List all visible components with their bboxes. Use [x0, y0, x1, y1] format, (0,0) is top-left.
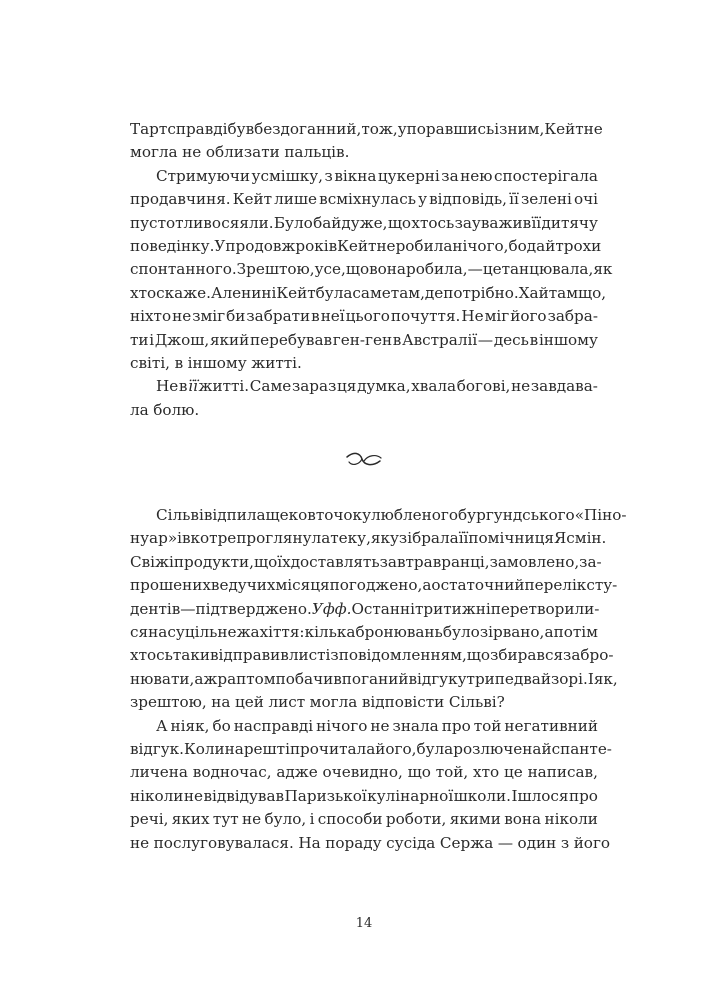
- word: не: [182, 143, 202, 162]
- word: забра-: [547, 307, 598, 326]
- word: тож,: [361, 120, 398, 138]
- text-line: [130, 352, 598, 375]
- word: могла: [309, 693, 358, 712]
- word: на: [211, 693, 231, 712]
- word: болю.: [153, 400, 200, 419]
- text-line: [130, 188, 598, 211]
- word: три: [414, 599, 444, 618]
- word: таки: [172, 646, 210, 665]
- word: трохи: [555, 236, 602, 255]
- word: прочитала: [289, 739, 376, 758]
- word: повідомленням,: [338, 646, 467, 665]
- word: не: [583, 120, 603, 138]
- word: не: [511, 377, 531, 396]
- word: їх: [277, 552, 291, 571]
- text-line: [130, 761, 598, 784]
- word: її: [509, 190, 519, 209]
- word: Австралії: [402, 330, 478, 349]
- word: збирався: [490, 646, 564, 665]
- word: і: [149, 330, 155, 349]
- word: зміг: [192, 307, 226, 326]
- word: цей: [235, 693, 264, 712]
- word: світі,: [130, 353, 171, 372]
- word: помічниця: [468, 529, 554, 548]
- word: ніколи: [544, 810, 598, 829]
- word: Тарт: [130, 120, 168, 138]
- word: дентів: [130, 599, 181, 618]
- word: неї: [320, 307, 345, 326]
- word: не: [376, 236, 396, 255]
- word: —: [477, 330, 494, 349]
- word: способи: [317, 810, 383, 829]
- word: перелік: [524, 576, 587, 595]
- word: бездоганний,: [254, 120, 362, 138]
- word: завтра: [379, 552, 433, 571]
- word: проглянула: [236, 529, 331, 548]
- word: Свіжі: [130, 552, 174, 571]
- word: у: [418, 190, 428, 209]
- word: відвідував: [203, 786, 285, 805]
- word: доставлять: [290, 552, 380, 571]
- word: насправді: [233, 716, 314, 735]
- word: цукерні: [377, 166, 440, 185]
- word: зауважив: [454, 213, 532, 232]
- word: тут: [212, 810, 239, 829]
- word: вона: [369, 260, 406, 279]
- word: нею: [460, 166, 493, 185]
- word: Паризької: [284, 786, 367, 805]
- word: хто: [130, 283, 157, 302]
- word: очевидно,: [322, 763, 403, 782]
- word: пальців.: [284, 143, 350, 162]
- word: ся: [130, 623, 149, 642]
- word: ним,: [507, 120, 545, 138]
- text-line: [130, 258, 613, 281]
- word: а: [422, 576, 432, 595]
- word: вікна: [334, 166, 377, 185]
- word: бодай: [508, 236, 556, 255]
- word: цього: [345, 307, 390, 326]
- word: міг: [484, 307, 510, 326]
- word: всміхнулась: [319, 190, 416, 209]
- section-break: [130, 438, 598, 482]
- word: потім: [553, 623, 598, 642]
- word: нині: [241, 283, 277, 302]
- word: лист: [288, 646, 326, 665]
- word: Кейт: [337, 236, 377, 255]
- word: десь: [493, 330, 529, 349]
- word: не: [183, 786, 203, 805]
- word: теку,: [330, 529, 371, 548]
- word: перебував: [250, 330, 333, 349]
- page-number: 14: [355, 916, 373, 931]
- word: зелені: [520, 190, 572, 209]
- word: як: [593, 260, 613, 279]
- word: років: [295, 236, 338, 255]
- word: знала: [392, 716, 439, 735]
- word: думка,: [357, 377, 411, 396]
- word: поганий: [341, 669, 409, 688]
- word: що: [253, 552, 278, 571]
- word: той,: [435, 763, 469, 782]
- text-line: [130, 715, 598, 738]
- word: Не: [156, 377, 179, 396]
- word: нічого,: [452, 236, 509, 255]
- word: хтось: [130, 646, 173, 665]
- word: було: [442, 623, 480, 642]
- word: зараз: [291, 377, 337, 396]
- word: житті.: [251, 353, 302, 372]
- word: негативний: [504, 716, 598, 735]
- word: з: [324, 166, 333, 185]
- word: раптом: [217, 669, 276, 688]
- word: що: [466, 646, 491, 665]
- word: упоравшись: [397, 120, 495, 138]
- word: усмішку,: [251, 166, 324, 185]
- word: що: [407, 763, 431, 782]
- word: що: [345, 260, 370, 279]
- word: на: [148, 623, 168, 642]
- word: —: [467, 260, 483, 279]
- word: нуар»: [130, 529, 178, 548]
- word: відпила: [203, 506, 266, 525]
- word: її: [531, 213, 542, 232]
- text-line: [130, 598, 598, 621]
- page-body: [130, 118, 627, 855]
- text-line: [130, 329, 598, 352]
- word: це: [482, 260, 502, 279]
- word: трипедвайзорі.: [466, 669, 588, 688]
- word: було,: [264, 810, 307, 829]
- text-line: [130, 282, 607, 305]
- word: яких: [171, 810, 210, 829]
- word: той: [473, 716, 502, 735]
- word: спанте-: [551, 739, 612, 758]
- word: остаточний: [431, 576, 525, 595]
- word: із: [494, 120, 508, 138]
- word: водночас,: [192, 763, 272, 782]
- word: в: [529, 330, 539, 349]
- word: це: [503, 763, 523, 782]
- word: про: [441, 716, 471, 735]
- word: Кейт: [276, 283, 316, 302]
- word: спостерігала: [493, 166, 598, 185]
- word: іншому: [187, 353, 247, 372]
- word: очі: [573, 190, 598, 209]
- word: жахіття:: [236, 623, 305, 642]
- word: хвала: [411, 377, 457, 396]
- text-line: [130, 738, 612, 761]
- text-line: [130, 141, 598, 164]
- word: не: [130, 833, 150, 852]
- paragraph: [130, 504, 627, 715]
- word: хто: [473, 763, 500, 782]
- word: нювати,: [130, 669, 195, 688]
- word: як,: [593, 669, 618, 688]
- word: була: [416, 739, 454, 758]
- word: за-: [579, 552, 602, 571]
- word: А: [156, 716, 168, 735]
- word: ніяк,: [170, 716, 210, 735]
- word: зібрала: [398, 529, 459, 548]
- word: Джош,: [154, 330, 210, 349]
- word: аж: [194, 669, 218, 688]
- word: прошених: [130, 576, 211, 595]
- word: суцільне: [167, 623, 237, 642]
- text-line: [130, 691, 598, 714]
- paragraph: [130, 165, 613, 376]
- word: поведінку.: [130, 236, 215, 255]
- word: там,: [390, 283, 425, 302]
- word: нарешті: [224, 739, 290, 758]
- word: і: [177, 529, 182, 548]
- text-line: [130, 644, 614, 667]
- word: Але: [210, 283, 242, 302]
- word: перетворили-: [490, 599, 600, 618]
- text-line: [130, 399, 598, 422]
- word: що: [387, 213, 412, 232]
- word: вона: [504, 810, 542, 829]
- word: кулінарної: [367, 786, 454, 805]
- word: хтось: [411, 213, 455, 232]
- word: Кейт: [232, 190, 273, 209]
- word: адже: [276, 763, 318, 782]
- word: дитячу: [541, 213, 598, 232]
- word: І: [587, 669, 594, 688]
- word: —: [497, 833, 513, 852]
- word: а: [544, 623, 554, 642]
- word: зрештою,: [130, 693, 207, 712]
- word: забро-: [563, 646, 614, 665]
- flourish-ornament-icon: [344, 449, 384, 471]
- word: який: [209, 330, 250, 349]
- word: його: [573, 833, 611, 852]
- word: Коли: [183, 739, 225, 758]
- word: богові,: [456, 377, 511, 396]
- word: продавчиня.: [130, 190, 231, 209]
- word: Кейт: [544, 120, 584, 138]
- text-line: [130, 785, 598, 808]
- paragraph: [130, 715, 612, 855]
- word: Не: [461, 307, 484, 326]
- word: в: [392, 330, 402, 349]
- word: ще: [265, 506, 289, 525]
- word: там: [548, 283, 579, 302]
- word: якими: [449, 810, 501, 829]
- word: усе,: [314, 260, 346, 279]
- word: відгук.: [130, 739, 184, 758]
- word: бургундського: [458, 506, 575, 525]
- word: Сержа: [439, 833, 494, 852]
- word: про: [568, 786, 598, 805]
- word: пустотливо: [130, 213, 221, 232]
- word: і: [309, 810, 315, 829]
- word: ковточок: [288, 506, 363, 525]
- word: лише: [274, 190, 318, 209]
- text-block-before-break: [130, 118, 613, 422]
- paragraph: [130, 118, 603, 165]
- word: ген-ген: [332, 330, 393, 349]
- word: підтверджено.: [195, 599, 312, 618]
- word: тижні: [443, 599, 491, 618]
- word: робила: [395, 236, 453, 255]
- word: Ясмін.: [553, 529, 607, 548]
- word: послуговувалася.: [153, 833, 294, 852]
- word: місяця: [275, 576, 330, 595]
- word: Стримуючи: [156, 166, 251, 185]
- word: бо: [212, 716, 231, 735]
- text-line: [130, 668, 618, 691]
- word: бронювань: [355, 623, 443, 642]
- word: сусіда: [386, 833, 436, 852]
- word: його: [510, 307, 547, 326]
- word: Було: [273, 213, 313, 232]
- word: школи.: [453, 786, 512, 805]
- word: потрібно.: [443, 283, 519, 302]
- text-line: [130, 808, 598, 831]
- text-line: [130, 305, 598, 328]
- word: з: [560, 833, 570, 852]
- text-block-after-break: [130, 504, 627, 855]
- word: ніхто: [130, 307, 172, 326]
- word: була: [315, 283, 353, 302]
- word: би: [226, 307, 246, 326]
- word: її: [458, 529, 469, 548]
- text-line: [130, 832, 611, 855]
- word: продукти,: [173, 552, 254, 571]
- word: роботи,: [385, 810, 447, 829]
- word: робила,: [405, 260, 468, 279]
- word: забрати: [246, 307, 311, 326]
- word: Саме: [249, 377, 292, 396]
- word: спонтанного.: [130, 260, 237, 279]
- word: саме: [352, 283, 391, 302]
- text-line: [130, 574, 618, 597]
- word: танцювала,: [501, 260, 594, 279]
- word: могла: [130, 143, 178, 162]
- word: відправив: [209, 646, 289, 665]
- text-line: [130, 165, 598, 188]
- word: облизати: [205, 143, 280, 162]
- word: справді: [167, 120, 228, 138]
- paragraph: [130, 375, 598, 422]
- word: Ішлося: [511, 786, 569, 805]
- word: яку: [370, 529, 399, 548]
- word: іншому: [538, 330, 598, 349]
- text-line: [130, 504, 627, 527]
- word: кілька: [304, 623, 356, 642]
- word: ла: [130, 400, 149, 419]
- word: Уфф.: [311, 599, 352, 618]
- word: не: [242, 810, 262, 829]
- word: ця: [337, 377, 357, 396]
- word: зірвано,: [479, 623, 545, 642]
- word: де: [424, 283, 444, 302]
- word: відгук: [408, 669, 458, 688]
- word: —: [180, 599, 196, 618]
- text-line: [130, 375, 598, 398]
- word: ніколи: [130, 786, 184, 805]
- word: сту-: [586, 576, 618, 595]
- word: личена: [130, 763, 188, 782]
- text-line: [130, 551, 602, 574]
- word: не: [370, 716, 390, 735]
- word: байдуже,: [313, 213, 388, 232]
- word: в: [174, 353, 184, 372]
- word: написав,: [527, 763, 598, 782]
- word: пораду: [325, 833, 382, 852]
- word: побачив: [275, 669, 342, 688]
- word: скаже.: [156, 283, 211, 302]
- text-line: [130, 527, 607, 550]
- word: речі,: [130, 810, 169, 829]
- word: погоджено,: [329, 576, 423, 595]
- word: «Піно-: [574, 506, 627, 525]
- word: за: [441, 166, 459, 185]
- word: був: [227, 120, 255, 138]
- word: замовлено,: [489, 552, 580, 571]
- word: вкотре: [182, 529, 237, 548]
- word: відповісти: [361, 693, 445, 712]
- word: Останні: [351, 599, 415, 618]
- word: Зрештою,: [236, 260, 315, 279]
- word: ведучих: [210, 576, 276, 595]
- word: сяяли.: [221, 213, 274, 232]
- text-line: [130, 118, 603, 141]
- text-line: [130, 235, 602, 258]
- word: в: [178, 377, 188, 396]
- word: На: [298, 833, 321, 852]
- word: один: [517, 833, 557, 852]
- word: улюбленого: [362, 506, 459, 525]
- word: й: [541, 739, 552, 758]
- text-line: [130, 621, 598, 644]
- word: із: [325, 646, 339, 665]
- word: розлючена: [453, 739, 542, 758]
- text-line: [130, 212, 598, 235]
- word: Сільві?: [448, 693, 505, 712]
- word: почуття.: [390, 307, 461, 326]
- word: Сільві: [156, 506, 204, 525]
- word: ти: [130, 330, 149, 349]
- word: лист: [268, 693, 306, 712]
- word: її: [188, 377, 198, 396]
- word: не: [172, 307, 192, 326]
- word: у: [457, 669, 467, 688]
- word: його,: [375, 739, 417, 758]
- word: нічого: [316, 716, 368, 735]
- word: що,: [578, 283, 607, 302]
- word: відповідь,: [429, 190, 508, 209]
- word: завдава-: [530, 377, 598, 396]
- word: Хай: [518, 283, 549, 302]
- word: в: [311, 307, 320, 326]
- word: вранці,: [432, 552, 490, 571]
- word: житті.: [198, 377, 250, 396]
- word: Упродовж: [214, 236, 296, 255]
